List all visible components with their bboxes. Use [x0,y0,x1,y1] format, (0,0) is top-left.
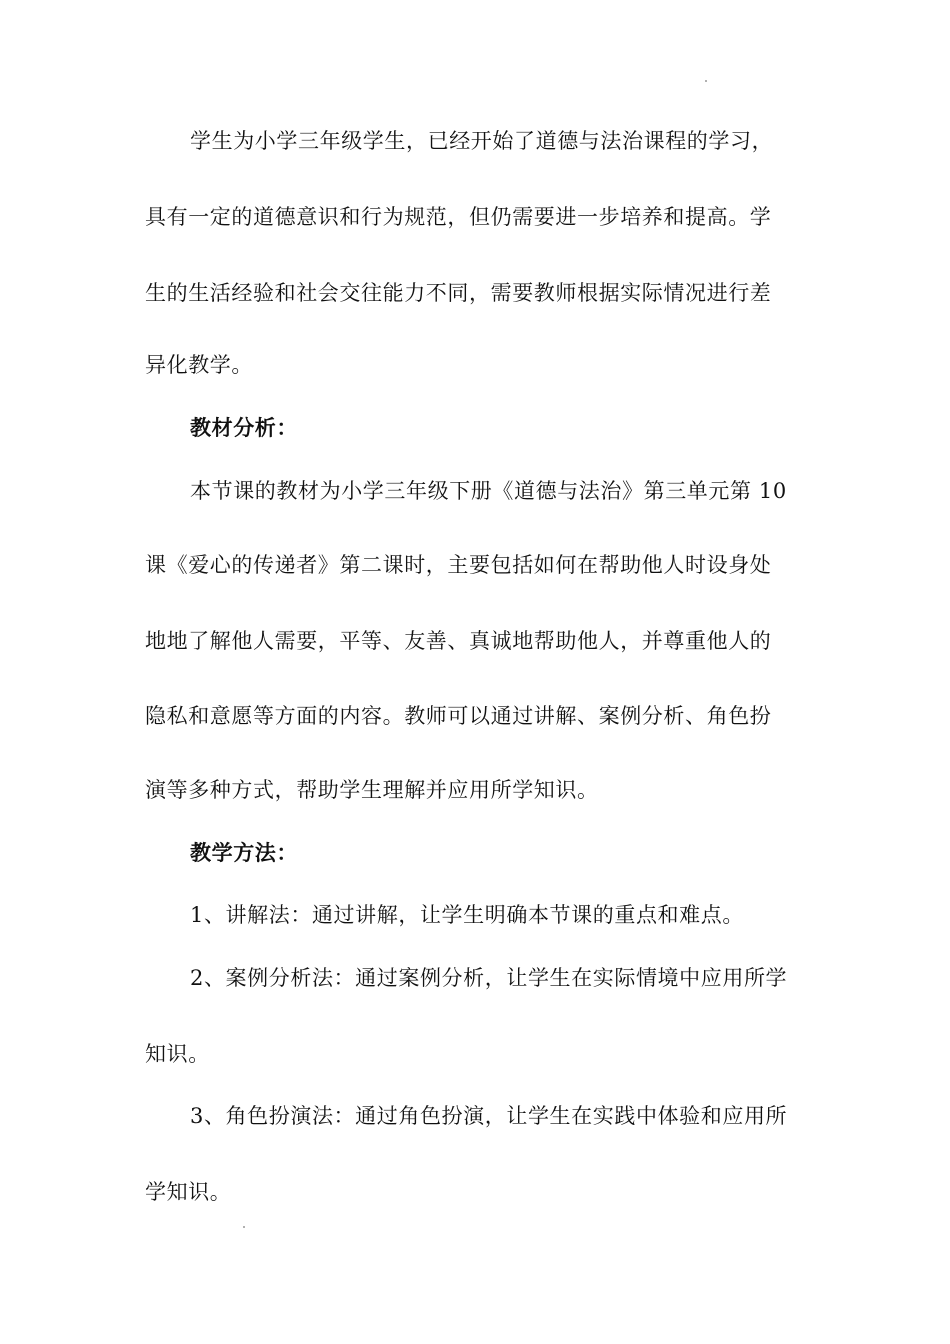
paragraph-2-line-1: 本节课的教材为小学三年级下册《道德与法治》第三单元第 10 [190,479,787,503]
paragraph-1-line-1: 学生为小学三年级学生，已经开始了道德与法治课程的学习， [190,129,774,153]
paragraph-2-line-4: 隐私和意愿等方面的内容。教师可以通过讲解、案例分析、角色扮 [145,704,772,728]
heading-teaching-methods: 教学方法： [190,840,298,865]
paragraph-1-line-3: 生的生活经验和社会交往能力不同，需要教师根据实际情况进行差 [145,281,772,305]
method-3-line-1: 3、角色扮演法：通过角色扮演，让学生在实践中体验和应用所 [190,1104,788,1128]
paragraph-2-line-3: 地地了解他人需要，平等、友善、真诚地帮助他人，并尊重他人的 [145,629,772,653]
paragraph-2-line-5: 演等多种方式，帮助学生理解并应用所学知识。 [145,778,599,802]
method-3-line-2: 学知识。 [145,1180,232,1204]
heading-material-analysis: 教材分析： [190,415,298,440]
method-2-line-2: 知识。 [145,1042,210,1066]
speck-mark [243,1226,245,1228]
method-2-line-1: 2、案例分析法：通过案例分析，让学生在实际情境中应用所学 [190,966,788,990]
paragraph-1-line-2: 具有一定的道德意识和行为规范，但仍需要进一步培养和提高。学 [145,205,772,229]
paragraph-2-line-2: 课《爱心的传递者》第二课时，主要包括如何在帮助他人时设身处 [145,553,772,577]
paragraph-1-line-4: 异化教学。 [145,353,253,377]
speck-mark [705,80,707,82]
method-1-line-1: 1、讲解法：通过讲解，让学生明确本节课的重点和难点。 [190,903,744,927]
